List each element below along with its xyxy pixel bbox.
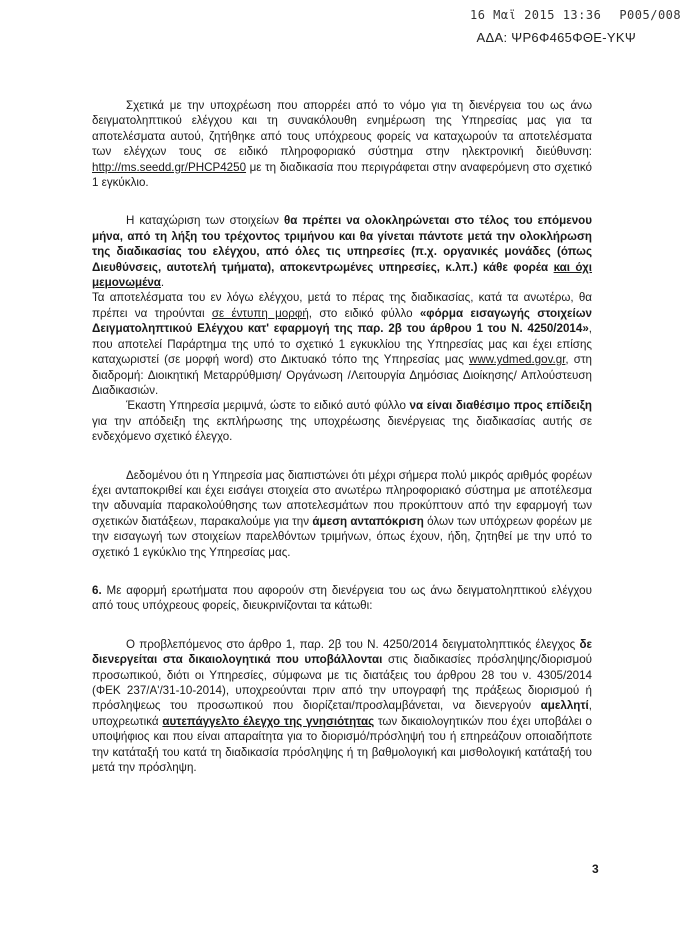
bold-text: «φόρμα εισαγωγής στοιχείων Δειγματοληπτικού Ελέγχου κατ' εφαρμογή της παρ. 2β του άρθρου 1 του Ν. 4250/2014» [92, 306, 592, 336]
section-number: 6. [92, 583, 102, 597]
text-span: Τα αποτελέσματα του εν λόγω ελέγχου, μετά το πέρας της διαδικασίας, κατά τα ανωτέρω, θα πρέπει να τηρούνται [92, 291, 592, 320]
paragraph-sampling-check [92, 637, 592, 776]
text-span: για την απόδειξη της εκπλήρωσης της υποχρέωσης διενέργειας της διαδικασίας αυτής σε ενδεχόμενο σχετικό έλεγχο. [92, 414, 592, 444]
bold-text: άμεση ανταπόκριση [312, 514, 424, 528]
text-span: Σχετικά με την υποχρέωση που απορρέει από το νόμο για τη διενέργεια του ως άνω δειγματοληπτικού ελέγχου και τη συνακόλουθη ενημέρωση της Υπηρεσίας μας για τα αποτελέσματα αυτού, ζητήθηκε από τους υπόχρεους φορείς να καταχωρούν τα αποτελέσματα των ελέγχων τους σε ειδικό πληροφοριακό σύστημα στην ηλεκτρονική διεύθυνση: [92, 99, 592, 159]
page-number: 3 [592, 862, 599, 876]
text-span: Δεδομένου ότι η Υπηρεσία μας διαπιστώνει ότι μέχρι σήμερα πολύ μικρός αριθμός φορέων έχει ανταποκριθεί και έχει εισάγει στοιχεία στο ανωτέρω πληροφοριακό σύστημα με αποτέλεσμα την αδυναμία παρακολούθησης των αποτελεσμάτων που προκύπτουν από την εφαρμογή των σχετικών διατάξεων, παρακαλούμε για την [92, 468, 592, 528]
text-span: των δικαιολογητικών που έχει υποβάλει ο υποψήφιος και που είναι απαραίτητα για το διορισμό/πρόσληψή του ή επηρεάζουν οποιαδήποτε την κατάταξή του κατά τη διαδικασία πρόσληψης ή τη βαθμολογική και μισθολογική κατάταξή του μετά την πρόσληψη. [92, 714, 592, 775]
paragraph-registration-system [92, 98, 592, 190]
text-span: όλων των υπόχρεων φορέων με την εισαγωγή των στοιχείων παρελθόντων τριμήνων, όπως έχουν, ήδη, ζητηθεί με την υπό το σχετικό 1 εγκύκλιο της Υπηρεσίας μας. [92, 514, 592, 559]
document-body [92, 98, 592, 775]
text-span: , στο ειδικό φύλλο [308, 306, 420, 320]
fax-timestamp: 16 Μαϊ 2015 13:36 [470, 8, 602, 22]
bold-text: αμελλητί [540, 699, 589, 713]
text-span: Η καταχώριση των στοιχείων [126, 214, 284, 228]
ms-seedd-link[interactable]: http://ms.seedd.gr/PHCP4250 [92, 160, 247, 174]
bold-underlined-text: και όχι μεμονωμένα [92, 260, 592, 290]
bold-text: να είναι διαθέσιμο προς επίδειξη [409, 399, 592, 413]
text-span: με τη διαδικασία που περιγράφεται στην αναφερόμενη στο σχετικό 1 εγκύκλιο. [92, 160, 592, 190]
text-span: Έκαστη Υπηρεσία μεριμνά, ώστε το ειδικό αυτό φύλλο [126, 399, 410, 413]
text-span: , υποχρεωτικά [92, 699, 592, 728]
text-span: , που αποτελεί Παράρτημα της υπό το σχετικό 1 εγκυκλίου της Υπηρεσίας μας και έχει επίσης καταχωριστεί (σε μορφή word) στο Δικτυακό τόπο της Υπηρεσίας μας [92, 322, 592, 367]
ada-code: ΑΔΑ: ΨΡ6Φ465ΦΘΕ-ΥΚΨ [476, 30, 636, 45]
paragraph-printed-form [92, 290, 592, 398]
text-span: Ο προβλεπόμενος στο άρθρο 1, παρ. 2β του Ν. 4250/2014 δειγματοληπτικός έλεγχος [126, 637, 580, 651]
underlined-text: σε έντυπη μορφή [211, 306, 309, 320]
fax-transmission-header [470, 8, 681, 22]
bold-text: θα πρέπει να ολοκληρώνεται στο τέλος του επόμενου μήνα, από τη λήξη του τρέχοντος τριμήνου και θα γίνεται πάντοτε μετά την ολοκλήρωση της διαδικασίας του ελέγχου, από όλες τις υπηρεσίες (π.χ. οργανικές μονάδες (όπως Διευθύνσεις, αυτοτελή τμήματα), αποκεντρωμένες υπηρεσίες, κ.λπ.) κάθε φορέα [92, 214, 593, 274]
paragraph-availability [92, 398, 592, 444]
bold-text: δε διενεργείται στα δικαιολογητικά που υποβάλλονται [92, 637, 592, 667]
paragraph-response-request [92, 468, 592, 560]
paragraph-registration-deadline [92, 213, 592, 290]
text-span: στις διαδικασίες πρόσληψης/διορισμού προσωπικού, διότι οι Υπηρεσίες, σύμφωνα με τις διατάξεις του άρθρου 28 του ν. 4305/2014 (ΦΕΚ 237/Α'/31-10-2014), υποχρεούνται πριν από την υπογραφή της πράξεως διορισμού ή πρόσληψεως του προσωπικού που διορίζεται/προσλαμβάνεται, να διενεργούν [92, 653, 592, 713]
text-span: . [160, 276, 165, 290]
bold-underlined-text: αυτεπάγγελτο έλεγχο της γνησιότητας [162, 714, 375, 728]
text-span: , στη διαδρομή: Διοικητική Μεταρρύθμιση/ Οργάνωση /Λειτουργία Δημόσιας Διοίκησης/ Απλούστευση Διαδικασιών. [92, 353, 592, 397]
section-heading-text: Με αφορμή ερωτήματα που αφορούν στη διενέργεια του ως άνω δειγματοληπτικού ελέγχου από τους υπόχρεους φορείς, διευκρινίζονται τα κάτωθι: [92, 583, 592, 613]
section-heading-6 [92, 583, 592, 614]
ydmed-link[interactable]: www.ydmed.gov.gr [468, 353, 566, 367]
fax-page-count: P005/008 [619, 8, 682, 22]
